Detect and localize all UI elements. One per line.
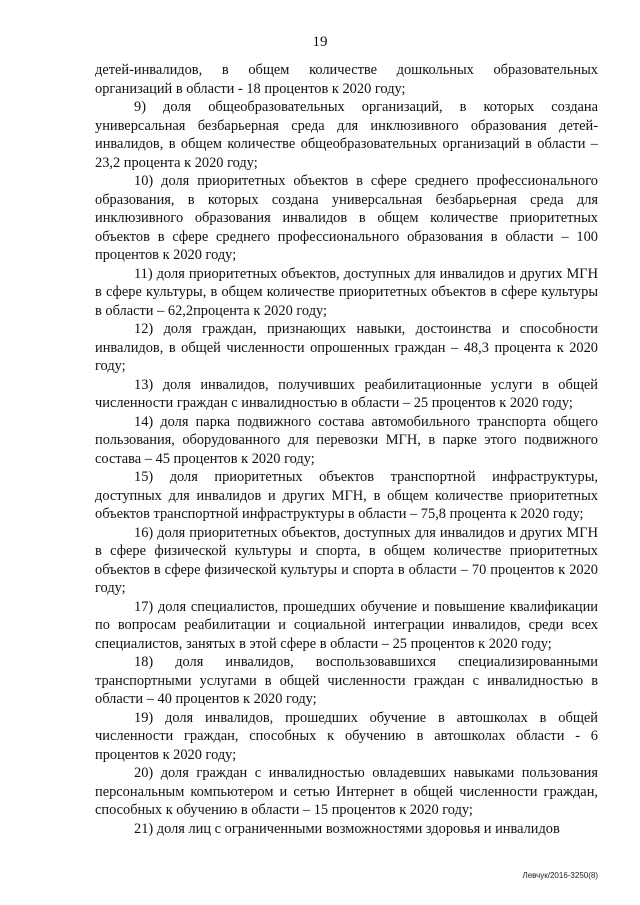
- document-body: [95, 61, 598, 838]
- list-item-9: 9) доля общеобразовательных организаций, в которых создана универсальная безбарьерная среда для инклюзивного образования детей-инвалидов, в общем количестве общеобразовательных организаций в области – 23,2 процента к 2020 году;: [95, 99, 598, 171]
- list-item-17: 17) доля специалистов, прошедших обучение и повышение квалификации по вопросам реабилитации и социальной интеграции инвалидов, среди всех специалистов, занятых в этой сфере в области – 25 процентов к 2020 году;: [95, 598, 598, 652]
- list-item-20: 20) доля граждан с инвалидностью овладевших навыками пользования персональным компьютером и сетью Интернет в общей численности граждан, способных к обучению в области – 15 процентов к 2020 году;: [95, 765, 598, 818]
- paragraph-continuation: детей-инвалидов, в общем количестве дошкольных образовательных организаций в области - 18 процентов к 2020 году;: [95, 62, 598, 97]
- list-item-15: 15) доля приоритетных объектов транспортной инфраструктуры, доступных для инвалидов и других МГН, в общем количестве приоритетных объектов транспортной инфраструктуры в области – 75,8 процента к 2020 году;: [95, 469, 598, 522]
- list-item-19: 19) доля инвалидов, прошедших обучение в автошколах в общей численности граждан, способных к обучению в автошколах области - 6 процентов к 2020 году;: [95, 709, 598, 763]
- list-item-21: 21) доля лиц с ограниченными возможностями здоровья и инвалидов: [134, 820, 560, 837]
- list-item-12: 12) доля граждан, признающих навыки, достоинства и способности инвалидов, в общей численности опрошенных граждан – 48,3 процента к 2020 году;: [95, 321, 598, 374]
- list-item-13: 13) доля инвалидов, получивших реабилитационные услуги в общей численности граждан с инвалидностью в области – 25 процентов к 2020 году;: [95, 376, 598, 411]
- list-item-14: 14) доля парка подвижного состава автомобильного транспорта общего пользования, оборудованного для перевозки МГН, в парке этого подвижного состава – 45 процентов к 2020 году;: [95, 413, 598, 467]
- list-item-16: 16) доля приоритетных объектов, доступных для инвалидов и других МГН в сфере физической культуры и спорта, в общем количестве приоритетных объектов в сфере физической культуры и спорта в области – 70 процентов к 2020 году;: [95, 524, 598, 596]
- page-number: 19: [312, 34, 328, 50]
- list-item-10: 10) доля приоритетных объектов в сфере среднего профессионального образования, в которых создана универсальная безбарьерная среда для инклюзивного образования инвалидов в общем количестве приоритетных объектов в сфере среднего профессионального образования в области – 100 процентов к 2020 году;: [95, 173, 598, 263]
- list-item-18: 18) доля инвалидов, воспользовавшихся специализированными транспортными услугами в общей численности граждан с инвалидностью в области – 40 процентов к 2020 году;: [95, 654, 598, 707]
- list-item-11: 11) доля приоритетных объектов, доступных для инвалидов и других МГН в сфере культуры, в общем количестве приоритетных объектов в сфере культуры в области – 62,2процента к 2020 году;: [95, 265, 598, 319]
- document-code-footer: Левчук/2016-3250(8): [522, 871, 598, 880]
